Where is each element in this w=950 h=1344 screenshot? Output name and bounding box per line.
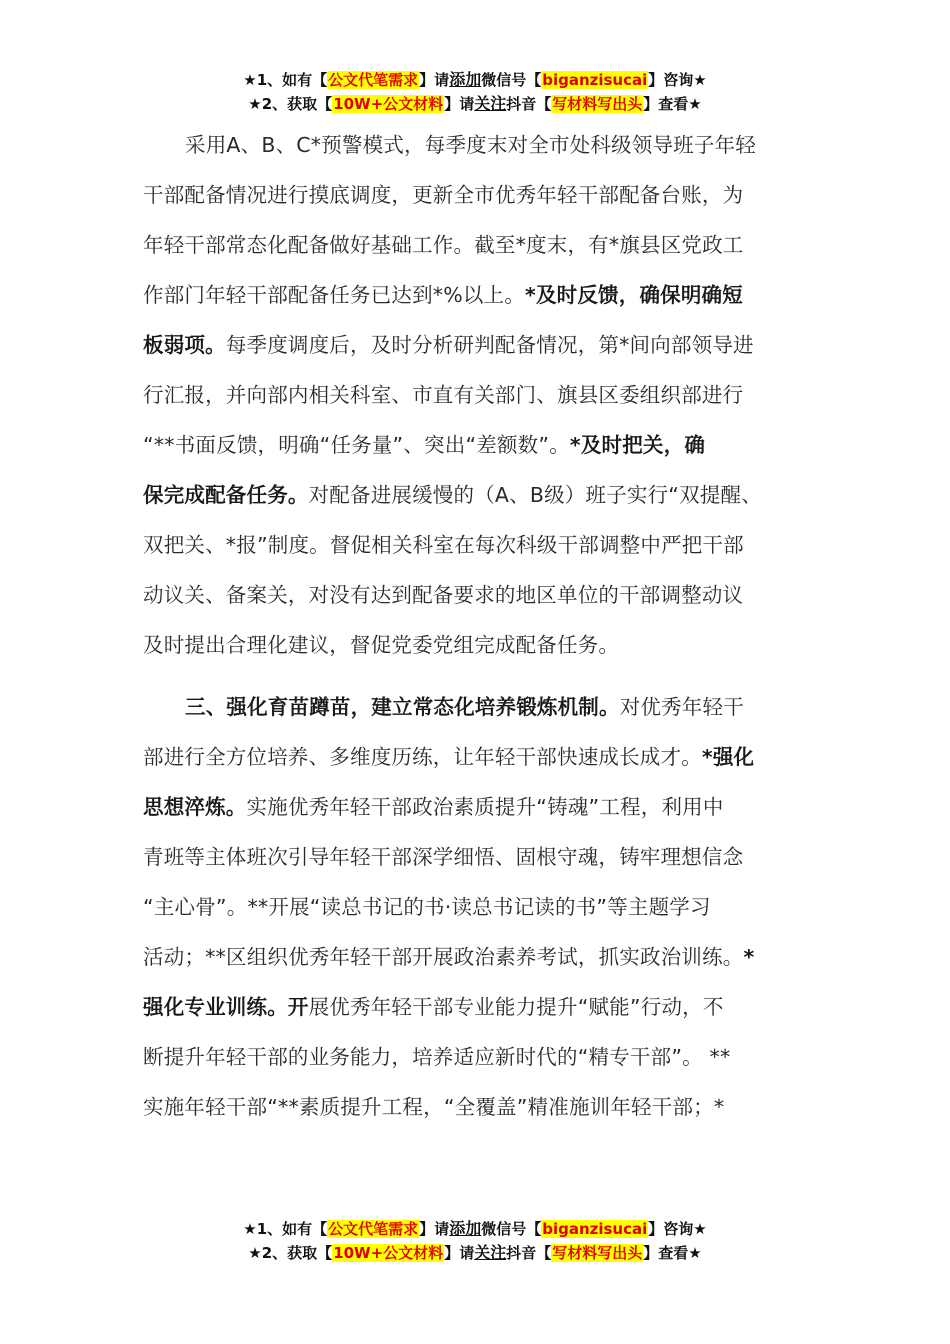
body-line: 采用A、B、C*预警模式，每季度末对全市处科级领导班子年轻	[185, 133, 756, 157]
body-text: 部进行全方位培养、多维度历练，让年轻干部快速成长成才。	[143, 745, 702, 769]
body-text: 实施优秀年轻干部政治素质提升“铸魂”工程，利用中	[246, 795, 724, 819]
body-line	[143, 270, 807, 320]
paragraph-gap	[143, 670, 807, 682]
body-text: “**书面反馈，明确“任务量”、突出“差额数”。	[143, 433, 570, 457]
banner-text: 】咨询★	[648, 71, 707, 89]
banner-text: 微信号【	[481, 1220, 542, 1238]
banner-underline: 添加	[449, 70, 482, 89]
body-text: 活动；**区组织优秀年轻干部开展政治素养考试，抓实政治训练。	[143, 945, 744, 969]
body-line	[143, 682, 807, 732]
body-line: 动议关、备案关，对没有达到配备要求的地区单位的干部调整动议	[143, 583, 744, 607]
banner-text: 】请	[444, 95, 475, 113]
body-line	[143, 732, 807, 782]
section-heading: 三、强化育苗蹲苗，建立常态化培养锻炼机制。	[185, 695, 620, 719]
banner-line-2	[0, 92, 950, 116]
banner-line-1	[0, 68, 950, 92]
banner-text: ★2、获取【	[248, 95, 333, 113]
banner-highlight: 10W+公文材料	[333, 95, 444, 113]
banner-underline: 关注	[474, 1243, 507, 1262]
body-text: 对优秀年轻干	[619, 695, 744, 719]
banner-line-1	[0, 1217, 950, 1241]
body-line: “主心骨”。**开展“读总书记的书·读总书记读的书”等主题学习	[143, 895, 711, 919]
banner-highlight: 10W+公文材料	[333, 1244, 444, 1262]
banner-highlight: 公文代笔需求	[328, 71, 419, 89]
body-line: 及时提出合理化建议，督促党委党组完成配备任务。	[143, 633, 620, 657]
banner-douyin-id: 写材料写出头	[552, 95, 643, 113]
body-line	[143, 320, 807, 370]
banner-text: 】请	[444, 1244, 475, 1262]
body-line	[143, 470, 807, 520]
body-line	[143, 420, 807, 470]
body-line: 断提升年轻干部的业务能力，培养适应新时代的“精专干部”。 **	[143, 1045, 731, 1069]
bold-heading: 板弱项。	[143, 333, 226, 357]
body-line	[143, 782, 807, 832]
body-text: 对配备进展缓慢的（A、B级）班子实行“双提醒、	[308, 483, 762, 507]
body-line: 年轻干部常态化配备做好基础工作。截至*度末，有*旗县区党政工	[143, 233, 744, 257]
body-line: 双把关、*报”制度。督促相关科室在每次科级干部调整中严把干部	[143, 533, 744, 557]
banner-line-2	[0, 1241, 950, 1265]
banner-highlight: 公文代笔需求	[328, 1220, 419, 1238]
banner-text: 】查看★	[643, 1244, 702, 1262]
body-line: 实施年轻干部“**素质提升工程，“全覆盖”精准施训年轻干部；*	[143, 1095, 725, 1119]
body-text: 每季度调度后，及时分析研判配备情况，第*间向部领导进	[225, 333, 754, 357]
bold-heading: 强化专业训练。开	[143, 995, 309, 1019]
banner-text: 】请	[419, 1220, 450, 1238]
bold-heading: *强化	[701, 745, 755, 769]
bold-heading: 思想淬炼。	[143, 795, 247, 819]
banner-underline: 关注	[474, 94, 507, 113]
body-line	[143, 932, 807, 982]
bold-heading: *及时把关，确	[569, 433, 706, 457]
banner-text: 微信号【	[481, 71, 542, 89]
body-text: 展优秀年轻干部专业能力提升“赋能”行动，不	[308, 995, 724, 1019]
header-banner	[0, 68, 950, 116]
banner-wechat-id: biganzisucai	[542, 1220, 648, 1238]
bold-heading: *及时反馈，确保明确短	[525, 283, 743, 307]
body-line: 干部配备情况进行摸底调度，更新全市优秀年轻干部配备台账，为	[143, 183, 744, 207]
body-line	[143, 982, 807, 1032]
banner-douyin-id: 写材料写出头	[552, 1244, 643, 1262]
banner-text: 抖音【	[506, 95, 552, 113]
document-body	[143, 120, 807, 1132]
banner-text: 】查看★	[643, 95, 702, 113]
footer-banner	[0, 1217, 950, 1265]
body-line: 行汇报，并向部内相关科室、市直有关部门、旗县区委组织部进行	[143, 383, 744, 407]
banner-text: 抖音【	[506, 1244, 552, 1262]
banner-wechat-id: biganzisucai	[542, 71, 648, 89]
body-text: 作部门年轻干部配备任务已达到*%以上。	[143, 283, 526, 307]
banner-text: ★1、如有【	[243, 71, 328, 89]
bold-heading: *	[743, 945, 755, 969]
banner-text: 】请	[419, 71, 450, 89]
banner-text: 】咨询★	[648, 1220, 707, 1238]
banner-underline: 添加	[449, 1219, 482, 1238]
banner-text: ★1、如有【	[243, 1220, 328, 1238]
banner-text: ★2、获取【	[248, 1244, 333, 1262]
bold-heading: 保完成配备任务。	[143, 483, 309, 507]
body-line: 青班等主体班次引导年轻干部深学细悟、固根守魂，铸牢理想信念	[143, 845, 744, 869]
